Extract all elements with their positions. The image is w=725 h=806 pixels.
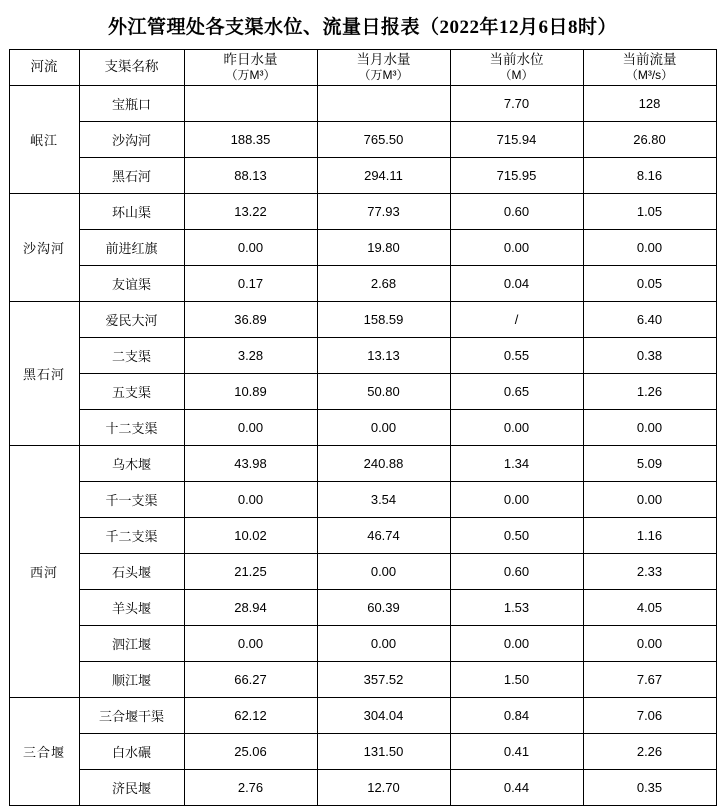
month-volume-cell: 60.39 [317,590,450,626]
month-volume-cell: 304.04 [317,698,450,734]
table-row [9,122,716,158]
canal-name-cell: 友谊渠 [79,266,184,302]
yesterday-volume-cell: 36.89 [184,302,317,338]
current-level-cell: 0.60 [450,554,583,590]
river-name-cell: 三合堰 [9,698,79,806]
canal-name-cell: 羊头堰 [79,590,184,626]
month-volume-cell: 0.00 [317,554,450,590]
month-volume-cell: 765.50 [317,122,450,158]
yesterday-volume-cell: 0.00 [184,626,317,662]
month-volume-cell: 46.74 [317,518,450,554]
column-header-current-level-label: 当前水位 [489,51,544,67]
table-row [9,194,716,230]
river-name-cell: 岷江 [9,86,79,194]
current-level-cell: 7.70 [450,86,583,122]
canal-name-cell: 十二支渠 [79,410,184,446]
current-flow-cell: 2.33 [583,554,716,590]
current-level-cell: 0.65 [450,374,583,410]
yesterday-volume-cell: 10.02 [184,518,317,554]
yesterday-volume-cell: 28.94 [184,590,317,626]
page-title: 外江管理处各支渠水位、流量日报表（2022年12月6日8时） [107,17,617,38]
table-row [9,482,716,518]
current-level-cell: 0.04 [450,266,583,302]
current-level-cell: 715.94 [450,122,583,158]
table-row [9,374,716,410]
canal-name-cell: 白水碾 [79,734,184,770]
current-flow-cell: 0.00 [583,230,716,266]
canal-name-cell: 爱民大河 [79,302,184,338]
current-level-cell: 0.60 [450,194,583,230]
yesterday-volume-cell: 188.35 [184,122,317,158]
column-header-current-level-unit: （M） [499,68,534,83]
month-volume-cell: 131.50 [317,734,450,770]
current-level-cell: 0.00 [450,230,583,266]
current-flow-cell: 8.16 [583,158,716,194]
month-volume-cell: 2.68 [317,266,450,302]
current-level-cell: 715.95 [450,158,583,194]
current-flow-cell: 5.09 [583,446,716,482]
canal-name-cell: 泗江堰 [79,626,184,662]
canal-name-cell: 三合堰干渠 [79,698,184,734]
table-row [9,518,716,554]
table-body [9,86,716,806]
yesterday-volume-cell: 88.13 [184,158,317,194]
month-volume-cell [317,86,450,122]
yesterday-volume-cell: 2.76 [184,770,317,806]
current-flow-cell: 1.16 [583,518,716,554]
table-header-row [9,50,716,86]
column-header-canal-label: 支渠名称 [104,59,159,75]
month-volume-cell: 3.54 [317,482,450,518]
yesterday-volume-cell: 3.28 [184,338,317,374]
yesterday-volume-cell: 66.27 [184,662,317,698]
column-header-yesterday-volume-unit: （万M³） [225,68,276,83]
current-flow-cell: 128 [583,86,716,122]
canal-name-cell: 前进红旗 [79,230,184,266]
current-flow-cell: 1.26 [583,374,716,410]
yesterday-volume-cell: 0.17 [184,266,317,302]
column-header-month-volume [317,50,450,86]
current-level-cell: 0.00 [450,626,583,662]
column-header-current-level [450,50,583,86]
column-header-river [9,50,79,86]
yesterday-volume-cell: 10.89 [184,374,317,410]
current-level-cell: 1.53 [450,590,583,626]
current-level-cell: 0.50 [450,518,583,554]
yesterday-volume-cell: 43.98 [184,446,317,482]
yesterday-volume-cell: 21.25 [184,554,317,590]
month-volume-cell: 77.93 [317,194,450,230]
water-level-report-table [9,49,717,806]
table-row [9,158,716,194]
month-volume-cell: 294.11 [317,158,450,194]
column-header-month-volume-unit: （万M³） [358,68,409,83]
yesterday-volume-cell: 25.06 [184,734,317,770]
column-header-month-volume-label: 当月水量 [356,51,411,67]
river-name-cell: 沙沟河 [9,194,79,302]
yesterday-volume-cell: 0.00 [184,410,317,446]
canal-name-cell: 五支渠 [79,374,184,410]
month-volume-cell: 0.00 [317,410,450,446]
current-level-cell: 0.84 [450,698,583,734]
table-row [9,662,716,698]
column-header-current-flow-label: 当前流量 [622,51,677,67]
current-flow-cell: 0.00 [583,482,716,518]
month-volume-cell: 12.70 [317,770,450,806]
canal-name-cell: 黑石河 [79,158,184,194]
table-row [9,266,716,302]
current-flow-cell: 0.00 [583,626,716,662]
river-name-cell: 西河 [9,446,79,698]
current-flow-cell: 2.26 [583,734,716,770]
current-level-cell: / [450,302,583,338]
canal-name-cell: 石头堰 [79,554,184,590]
current-flow-cell: 1.05 [583,194,716,230]
table-row [9,446,716,482]
current-level-cell: 0.55 [450,338,583,374]
yesterday-volume-cell: 0.00 [184,482,317,518]
yesterday-volume-cell [184,86,317,122]
month-volume-cell: 19.80 [317,230,450,266]
column-header-current-flow [583,50,716,86]
table-row [9,770,716,806]
month-volume-cell: 0.00 [317,626,450,662]
table-row [9,626,716,662]
column-header-yesterday-volume-label: 昨日水量 [223,51,278,67]
table-row [9,338,716,374]
canal-name-cell: 乌木堰 [79,446,184,482]
month-volume-cell: 50.80 [317,374,450,410]
canal-name-cell: 环山渠 [79,194,184,230]
canal-name-cell: 济民堰 [79,770,184,806]
column-header-canal [79,50,184,86]
canal-name-cell: 顺江堰 [79,662,184,698]
yesterday-volume-cell: 13.22 [184,194,317,230]
current-level-cell: 0.41 [450,734,583,770]
current-level-cell: 0.44 [450,770,583,806]
current-level-cell: 1.50 [450,662,583,698]
table-row [9,734,716,770]
table-row [9,410,716,446]
table-row [9,230,716,266]
yesterday-volume-cell: 62.12 [184,698,317,734]
current-flow-cell: 7.67 [583,662,716,698]
current-flow-cell: 0.00 [583,410,716,446]
current-flow-cell: 0.38 [583,338,716,374]
current-flow-cell: 0.35 [583,770,716,806]
current-flow-cell: 7.06 [583,698,716,734]
month-volume-cell: 158.59 [317,302,450,338]
table-row [9,698,716,734]
current-flow-cell: 26.80 [583,122,716,158]
month-volume-cell: 357.52 [317,662,450,698]
month-volume-cell: 13.13 [317,338,450,374]
table-row [9,86,716,122]
table-row [9,590,716,626]
current-level-cell: 0.00 [450,482,583,518]
canal-name-cell: 宝瓶口 [79,86,184,122]
canal-name-cell: 二支渠 [79,338,184,374]
current-flow-cell: 0.05 [583,266,716,302]
canal-name-cell: 沙沟河 [79,122,184,158]
river-name-cell: 黑石河 [9,302,79,446]
yesterday-volume-cell: 0.00 [184,230,317,266]
current-flow-cell: 4.05 [583,590,716,626]
canal-name-cell: 千二支渠 [79,518,184,554]
canal-name-cell: 千一支渠 [79,482,184,518]
month-volume-cell: 240.88 [317,446,450,482]
table-header [9,50,716,86]
column-header-current-flow-unit: （M³/s） [625,68,674,83]
column-header-yesterday-volume [184,50,317,86]
table-row [9,554,716,590]
current-level-cell: 0.00 [450,410,583,446]
column-header-river-label: 河流 [30,59,58,75]
table-row [9,302,716,338]
current-level-cell: 1.34 [450,446,583,482]
current-flow-cell: 6.40 [583,302,716,338]
